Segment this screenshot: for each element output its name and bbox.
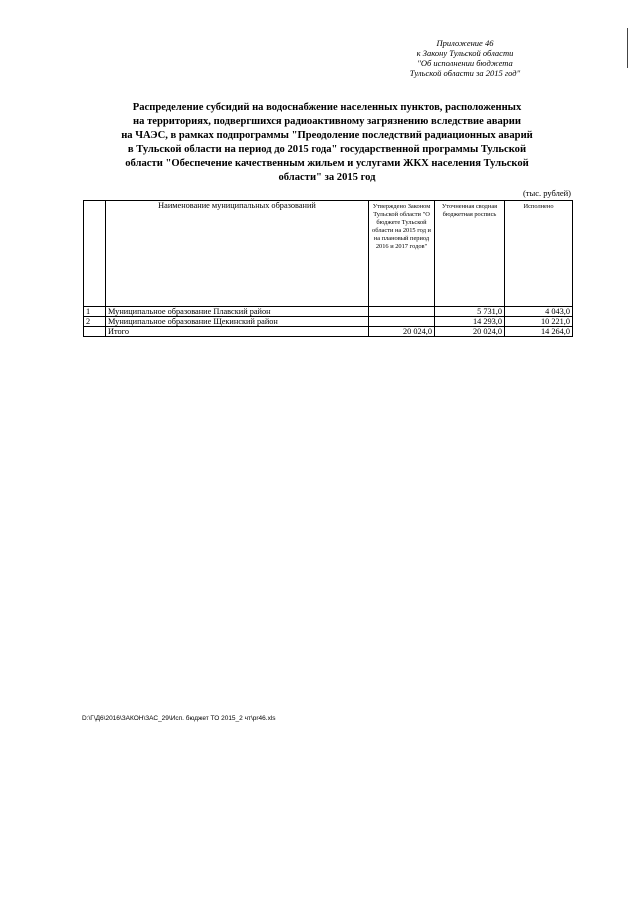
title-line: Распределение субсидий на водоснабжение населенных пунктов, расположенных — [132, 102, 522, 113]
table-row — [84, 307, 573, 317]
table-row — [84, 317, 573, 327]
total-refined: 20 024,0 — [435, 327, 505, 337]
appendix-note — [395, 38, 535, 78]
row-name: Муниципальное образование Щекинский район — [106, 317, 369, 327]
row-num: 1 — [84, 307, 106, 317]
row-approved — [369, 317, 435, 327]
total-approved: 20 024,0 — [369, 327, 435, 337]
appendix-line: Тульской области за 2015 год" — [409, 68, 521, 78]
row-executed: 10 221,0 — [505, 317, 573, 327]
table-total-row — [84, 327, 573, 337]
appendix-line: Приложение 46 — [436, 38, 494, 48]
header-num — [84, 201, 106, 307]
header-name: Наименование муниципальных образований — [106, 201, 369, 307]
title-line: области "Обеспечение качественным жильем и услугами ЖКХ населения Тульской — [125, 158, 529, 169]
appendix-line: к Закону Тульской области — [416, 48, 514, 58]
scan-margin-mark — [627, 28, 628, 68]
title-line: на ЧАЭС, в рамках подпрограммы "Преодоление последствий радиационных аварий — [121, 130, 533, 141]
title-line: области" за 2015 год — [278, 172, 376, 183]
row-approved — [369, 307, 435, 317]
header-executed: Исполнено — [505, 201, 573, 307]
row-num: 2 — [84, 317, 106, 327]
header-approved: Утверждено Законом Тульской области "О бюджете Тульской области на 2015 год и на плановый период 2016 и 2017 годов" — [369, 201, 435, 307]
row-executed: 4 043,0 — [505, 307, 573, 317]
header-refined: Уточненная сводная бюджетная роспись — [435, 201, 505, 307]
total-num — [84, 327, 106, 337]
total-executed: 14 264,0 — [505, 327, 573, 337]
subsidy-table — [83, 200, 573, 337]
row-refined: 5 731,0 — [435, 307, 505, 317]
row-name: Муниципальное образование Плавский район — [106, 307, 369, 317]
row-refined: 14 293,0 — [435, 317, 505, 327]
title-line: на территориях, подвергшихся радиоактивному загрязнению вследствие аварии — [133, 116, 521, 127]
appendix-line: "Об исполнении бюджета — [417, 58, 513, 68]
total-label: Итого — [106, 327, 369, 337]
document-title — [82, 101, 572, 185]
table-header-row — [84, 201, 573, 307]
title-line: в Тульской области на период до 2015 года" государственной программы Тульской — [127, 144, 527, 155]
file-path-footer: D:\Г\Д6\2016\ЗАКОН\ЗАС_29\Исп. бюджет ТО 2015_2 чт\pr46.xls — [82, 715, 276, 722]
units-label: (тыс. рублей) — [522, 188, 571, 198]
